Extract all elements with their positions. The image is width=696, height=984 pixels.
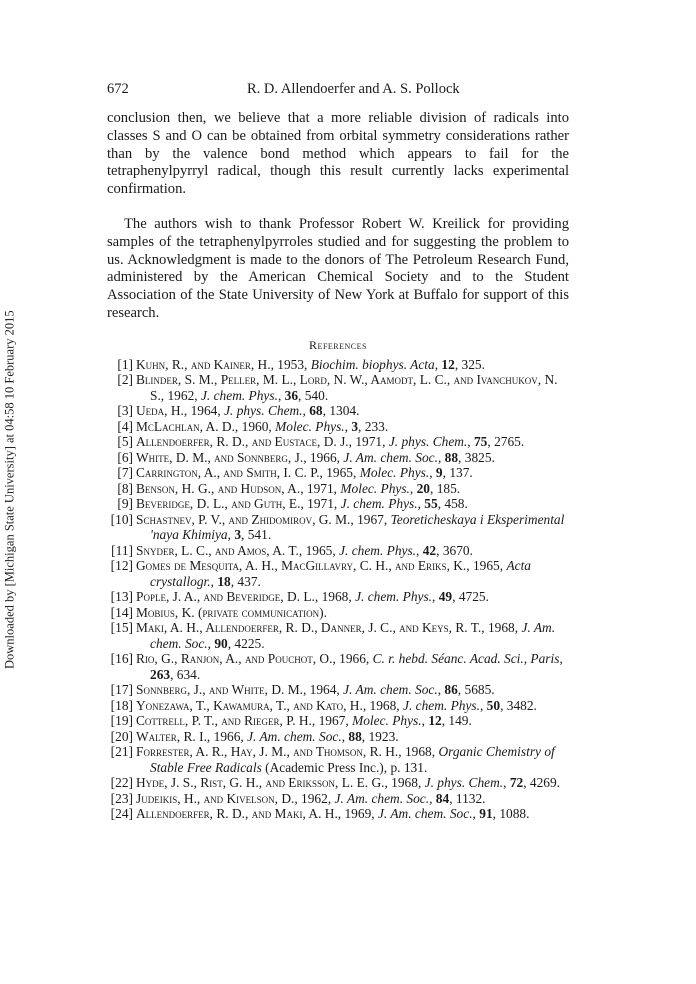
reference-pages: , 1304. <box>322 403 360 419</box>
reference-text: Beveridge, D. L., and Guth, E., 1971, J. chem. Phys., 55, 458. <box>136 496 468 512</box>
page-content <box>107 110 569 822</box>
reference-item <box>107 372 569 403</box>
reference-item <box>107 434 569 450</box>
reference-text: Ueda, H., 1964, J. phys. Chem., 68, 1304. <box>136 403 360 419</box>
reference-journal: Teoreticheskaya i Eksperimental 'naya Khimiya <box>150 511 565 543</box>
reference-volume: 12 <box>441 356 455 372</box>
reference-volume: 86 <box>444 682 458 698</box>
reference-pages: , 185. <box>430 480 461 496</box>
reference-authors: Pople, J. A., and Beveridge, D. L., 1968, <box>136 589 356 605</box>
reference-text: McLachlan, A. D., 1960, Molec. Phys., 3, 233. <box>136 418 389 434</box>
reference-volume: 18 <box>217 573 231 589</box>
reference-pages: , 325. <box>454 356 485 372</box>
reference-number: [ 15 ] <box>107 620 136 651</box>
reference-number: [ 16 ] <box>107 651 136 682</box>
reference-authors: Beveridge, D. L., and Guth, E., 1971, <box>136 496 341 512</box>
reference-text: White, D. M., and Sonnberg, J., 1966, J. Am. chem. Soc., 88, 3825. <box>136 449 495 465</box>
reference-pages: , 3482. <box>500 697 537 713</box>
reference-number: [ 23 ] <box>107 791 136 807</box>
reference-authors: Gomes de Mesquita, A. H., MacGillavry, C. H., and Eriks, K., 1965, <box>136 558 507 574</box>
reference-volume: 72 <box>509 775 524 791</box>
reference-volume: 12 <box>428 713 442 729</box>
reference-text: Judeikis, H., and Kivelson, D., 1962, J. Am. chem. Soc., 84, 1132. <box>136 790 486 806</box>
reference-volume: 42 <box>422 542 437 558</box>
reference-authors: Allendoerfer, R. D., and Eustace, D. J., 1971, <box>136 434 389 450</box>
reference-journal: J. chem. Phys. <box>339 542 417 558</box>
reference-volume: 55 <box>424 496 438 512</box>
reference-pages: , 1923. <box>361 728 399 744</box>
reference-item <box>107 450 569 466</box>
reference-journal: Organic Chemistry of Stable Free Radicals <box>150 744 555 775</box>
download-watermark: Downloaded by [Michigan State University] at 04:58 10 February 2015 <box>2 310 17 670</box>
reference-text: Rio, G., Ranjon, A., and Pouchot, O., 1966, C. r. hebd. Séanc. Acad. Sci., Paris, 263, 634. <box>136 651 563 682</box>
reference-text: Gomes de Mesquita, A. H., MacGillavry, C. H., and Eriks, K., 1965, Acta crystallogr., 18, 437. <box>136 558 531 589</box>
reference-volume: 88 <box>348 728 362 744</box>
reference-authors: Mobius, K. (private communication). <box>136 604 327 620</box>
reference-text <box>136 605 569 621</box>
reference-item <box>107 620 569 651</box>
reference-authors: McLachlan, A. D., 1960, <box>136 418 276 434</box>
reference-volume: 20 <box>416 480 430 496</box>
acknowledgment-paragraph: The authors wish to thank Professor Robert W. Kreilick for providing samples of the tetraphenylpyrroles studied and for suggesting the problem to us. Acknowledgment is made to the donors of The Petroleum Research Fund, administered by the American Chemical Society and to the Student Association of the State University of New York at Buffalo for support of this research. <box>107 215 569 321</box>
reference-text: Walter, R. I., 1966, J. Am. chem. Soc., 88, 1923. <box>136 728 399 744</box>
reference-journal: J. chem. Phys. <box>355 589 433 605</box>
reference-journal: J. Am. chem. Soc. <box>343 449 438 465</box>
reference-authors: Sonnberg, J., and White, D. M., 1964, <box>136 682 344 698</box>
reference-text: Kuhn, R., and Kainer, H., 1953, Biochim. biophys. Acta, 12, 325. <box>136 356 485 372</box>
reference-journal: Molec. Phys. <box>275 418 345 434</box>
reference-text: Benson, H. G., and Hudson, A., 1971, Molec. Phys., 20, 185. <box>136 480 461 496</box>
reference-pages: , 3825. <box>458 449 495 465</box>
reference-journal: Acta crystallogr. <box>150 558 531 589</box>
reference-item <box>107 465 569 481</box>
reference-pages: , 2765. <box>487 434 525 450</box>
reference-item <box>107 512 569 543</box>
running-head: R. D. Allendoerfer and A. S. Pollock <box>247 81 460 97</box>
reference-item <box>107 713 569 729</box>
reference-number: [ 1 ] <box>107 357 136 373</box>
reference-pages: , 3670. <box>436 542 473 558</box>
page-number: 672 <box>107 81 129 97</box>
reference-volume: 75 <box>473 434 488 450</box>
reference-journal: J. chem. Phys. <box>200 387 278 403</box>
reference-pages: , 437. <box>230 573 261 589</box>
reference-pages: , 4725. <box>452 589 489 605</box>
reference-pages: , 540. <box>298 387 329 403</box>
reference-authors: Kuhn, R., and Kainer, H., 1953, <box>136 356 311 372</box>
reference-journal: Molec. Phys. <box>359 465 430 481</box>
reference-authors: Judeikis, H., and Kivelson, D., 1962, <box>136 790 335 806</box>
reference-number: [ 4 ] <box>107 419 136 435</box>
references-heading: References <box>309 337 367 352</box>
reference-volume: 49 <box>438 589 453 605</box>
reference-item <box>107 543 569 559</box>
reference-authors: Carrington, A., and Smith, I. C. P., 1965, <box>136 465 360 481</box>
reference-pages: , 233. <box>358 418 389 434</box>
reference-volume: 36 <box>284 387 299 403</box>
reference-volume: 9 <box>435 465 443 481</box>
reference-item <box>107 496 569 512</box>
reference-volume: 68 <box>309 403 323 419</box>
reference-item <box>107 775 569 791</box>
reference-number: [ 6 ] <box>107 450 136 466</box>
reference-pages: , 541. <box>241 527 272 543</box>
reference-journal: C. r. hebd. Séanc. Acad. Sci., Paris <box>372 651 560 667</box>
reference-text: Yonezawa, T., Kawamura, T., and Kato, H., 1968, J. chem. Phys., 50, 3482. <box>136 697 537 713</box>
reference-pages: , 1088. <box>492 806 530 822</box>
reference-number: [ 7 ] <box>107 465 136 481</box>
reference-number: [ 17 ] <box>107 682 136 698</box>
reference-pages: , 5685. <box>457 682 495 698</box>
reference-text: Allendoerfer, R. D., and Maki, A. H., 1969, J. Am. chem. Soc., 91, 1088. <box>136 806 530 822</box>
reference-authors: Rio, G., Ranjon, A., and Pouchot, O., 1966, <box>136 651 373 667</box>
reference-pages: (Academic Press Inc.), p. 131. <box>261 759 428 775</box>
reference-pages: , 137. <box>442 465 473 481</box>
conclusion-paragraph: conclusion then, we believe that a more reliable division of radicals into classes S and O can be obtained from orbital symmetry considerations rather than by the valence bond method which appears to fail for the tetraphenylpyrryl radical, though this result currently lacks experimental confirmation. <box>107 110 569 198</box>
reference-journal: J. phys. Chem. <box>388 434 468 450</box>
reference-number: [ 20 ] <box>107 729 136 745</box>
reference-item <box>107 605 569 621</box>
reference-text: Cottrell, P. T., and Rieger, P. H., 1967, Molec. Phys., 12, 149. <box>136 713 472 729</box>
reference-number: [ 13 ] <box>107 589 136 605</box>
reference-item <box>107 698 569 714</box>
reference-item <box>107 744 569 775</box>
reference-volume: 90 <box>214 635 228 651</box>
reference-journal: J. Am. chem. Soc. <box>377 806 473 822</box>
reference-number: [ 2 ] <box>107 372 136 403</box>
reference-text: Schastnev, P. V., and Zhidomirov, G. M., 1967, Teoreticheskaya i Eksperimental 'naya Khimiya, 3, 541. <box>136 511 565 543</box>
reference-number: [ 18 ] <box>107 698 136 714</box>
reference-volume: 88 <box>444 449 459 465</box>
reference-journal: J. chem. Phys. <box>340 496 418 512</box>
reference-number: [ 5 ] <box>107 434 136 450</box>
reference-item <box>107 357 569 373</box>
reference-number: [ 9 ] <box>107 496 136 512</box>
reference-item <box>107 729 569 745</box>
reference-number: [ 12 ] <box>107 558 136 589</box>
reference-authors: Schastnev, P. V., and Zhidomirov, G. M., 1967, <box>136 511 391 527</box>
reference-authors: White, D. M., and Sonnberg, J., 1966, <box>136 449 344 465</box>
reference-authors: Hyde, J. S., Rist, G. H., and Eriksson, L. E. G., 1968, <box>136 775 425 791</box>
reference-pages: , 4269. <box>523 775 561 791</box>
reference-number: [ 11 ] <box>107 543 136 559</box>
reference-journal: J. Am. chem. Soc. <box>343 682 438 698</box>
reference-text: Allendoerfer, R. D., and Eustace, D. J., 1971, J. phys. Chem., 75, 2765. <box>136 434 525 450</box>
reference-authors: Maki, A. H., Allendoerfer, R. D., Danner, J. C., and Keys, R. T., 1968, <box>136 620 522 636</box>
reference-journal: Biochim. biophys. Acta <box>310 356 435 372</box>
reference-authors: Yonezawa, T., Kawamura, T., and Kato, H., 1968, <box>136 697 403 713</box>
reference-text <box>136 744 569 775</box>
reference-number: [ 24 ] <box>107 806 136 822</box>
reference-authors: Allendoerfer, R. D., and Maki, A. H., 1969, <box>136 806 378 822</box>
reference-item <box>107 806 569 822</box>
reference-text: Hyde, J. S., Rist, G. H., and Eriksson, L. E. G., 1968, J. phys. Chem., 72, 4269. <box>136 775 561 791</box>
reference-journal: J. Am. chem. Soc. <box>247 728 342 744</box>
reference-number: [ 8 ] <box>107 481 136 497</box>
reference-text: Carrington, A., and Smith, I. C. P., 1965, Molec. Phys., 9, 137. <box>136 465 473 481</box>
reference-journal: J. chem. Phys. <box>403 697 480 713</box>
reference-list <box>107 357 569 822</box>
reference-journal: J. Am. chem. Soc. <box>334 790 430 806</box>
reference-pages: , 1132. <box>449 790 486 806</box>
reference-volume: 263 <box>150 666 171 682</box>
reference-authors: Walter, R. I., 1966, <box>136 728 248 744</box>
reference-authors: Snyder, L. C., and Amos, A. T., 1965, <box>136 542 340 558</box>
reference-item <box>107 558 569 589</box>
reference-volume: 50 <box>486 697 501 713</box>
reference-volume: 91 <box>479 806 493 822</box>
reference-item <box>107 589 569 605</box>
reference-number: [ 10 ] <box>107 512 136 543</box>
reference-pages: , 149. <box>441 713 472 729</box>
reference-item <box>107 682 569 698</box>
reference-text: Pople, J. A., and Beveridge, D. L., 1968, J. chem. Phys., 49, 4725. <box>136 589 489 605</box>
reference-text: Blinder, S. M., Peller, M. L., Lord, N. W., Aamodt, L. C., and Ivanchukov, N. S., 1962, J. chem. Phys., 36, 540. <box>136 372 558 403</box>
reference-item <box>107 481 569 497</box>
reference-journal: J. phys. Chem. <box>224 403 303 419</box>
reference-item <box>107 791 569 807</box>
reference-journal: Molec. Phys. <box>352 713 422 729</box>
reference-volume: 3 <box>351 418 359 434</box>
reference-item <box>107 651 569 682</box>
reference-pages: , 4225. <box>227 635 265 651</box>
reference-text: Maki, A. H., Allendoerfer, R. D., Danner, J. C., and Keys, R. T., 1968, J. Am. chem. Soc., 90, 4225. <box>136 620 556 651</box>
reference-authors: Blinder, S. M., Peller, M. L., Lord, N. W., Aamodt, L. C., and Ivanchukov, N. S., 1962, <box>136 372 558 403</box>
reference-volume: 3 <box>234 527 242 543</box>
reference-number: [ 19 ] <box>107 713 136 729</box>
reference-authors: Ueda, H., 1964, <box>136 403 225 419</box>
reference-authors: Cottrell, P. T., and Rieger, P. H., 1967, <box>136 713 353 729</box>
reference-number: [ 14 ] <box>107 605 136 621</box>
reference-number: [ 22 ] <box>107 775 136 791</box>
reference-text: Sonnberg, J., and White, D. M., 1964, J. Am. chem. Soc., 86, 5685. <box>136 682 495 698</box>
reference-journal: J. Am. chem. Soc. <box>150 620 556 651</box>
reference-journal: J. phys. Chem. <box>424 775 504 791</box>
reference-pages: , 458. <box>437 496 468 512</box>
reference-item <box>107 403 569 419</box>
reference-item <box>107 419 569 435</box>
reference-pages: , 634. <box>170 666 201 682</box>
reference-volume: 84 <box>435 790 450 806</box>
reference-number: [ 3 ] <box>107 403 136 419</box>
reference-journal: Molec. Phys. <box>340 480 410 496</box>
reference-authors: Forrester, A. R., Hay, J. M., and Thomson, R. H., 1968, <box>136 744 439 760</box>
reference-number: [ 21 ] <box>107 744 136 775</box>
reference-authors: Benson, H. G., and Hudson, A., 1971, <box>136 480 341 496</box>
reference-text: Snyder, L. C., and Amos, A. T., 1965, J. chem. Phys., 42, 3670. <box>136 542 473 558</box>
